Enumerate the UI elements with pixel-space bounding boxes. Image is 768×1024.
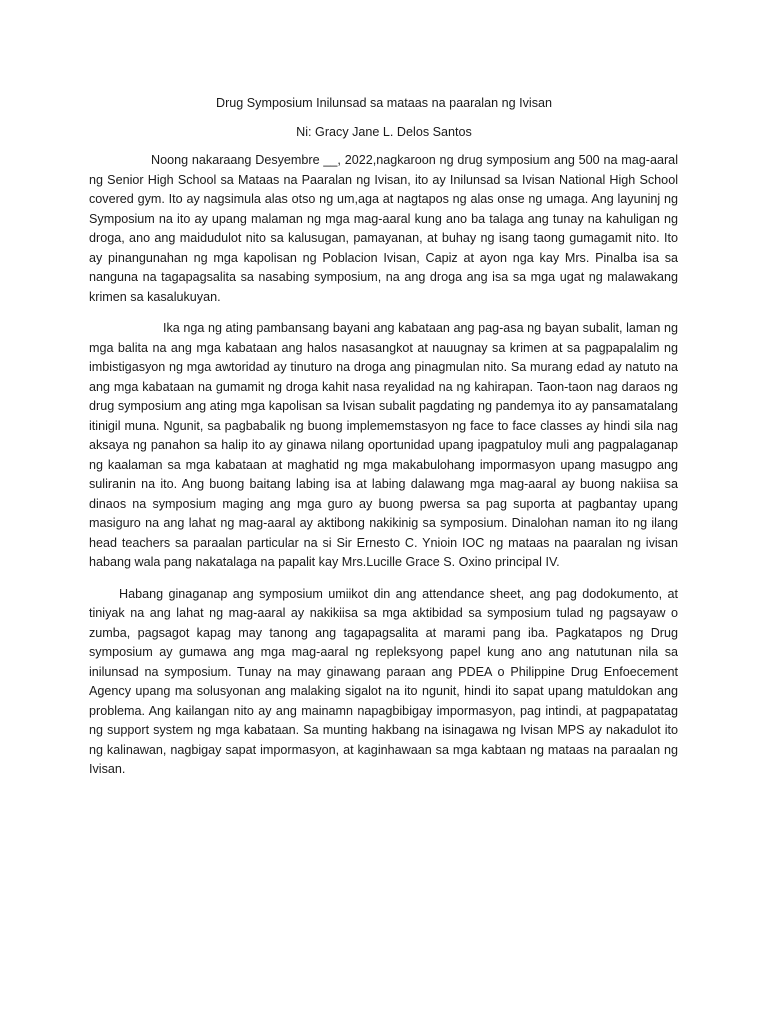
paragraph-3: Habang ginaganap ang symposium umiikot din ang attendance sheet, ang pag dodokumento, at tiniyak na ang lahat ng mag-aaral ay nakikiisa sa mga aktibidad sa symposium tulad ng pagsayaw o zumba, pagsagot kapag may tanong ang tagapagsalita at marami pang iba. Pagkatapos ng Drug symposium ay gumawa ang mga mag-aaral ng repleksyong papel kung ano ang natutunan nila sa inilunsad na symposium. Tunay na may ginawang paraan ang PDEA o Philippine Drug Enfoecement Agency upang ma solusyonan ang malaking sigalot na ito ngunit, hindi ito sapat upang matuldokan ang problema. Ang kailangan nito ay ang mainamn napagbibigay impormasyon, pag intindi, at pagpapatatag ng support system ng mga kabataan. Sa munting hakbang na isinagawa ng Ivisan MPS ay nakadulot ito ng kalinawan, nagbigay sapat impormasyon, at kaginhawaan sa mga kabtaan ng mataas na paraalan ng Ivisan. — [89, 586, 678, 776]
article-body — [89, 151, 678, 780]
paragraph-1: Noong nakaraang Desyembre __, 2022,nagkaroon ng drug symposium ang 500 na mag-aaral ng Senior High School sa Mataas na Paaralan ng Ivisan, ito ay Inilunsad sa Ivisan National High School covered gym. Ito ay nagsimula alas otso ng um,aga at nagtapos ng alas onse ng umaga. Ang layuninj ng Symposium na ito ay upang malaman ng mga mag-aaral kung ano ba talaga ang tunay na kahuligan ng droga, ano ang maidudulot nito sa kalusugan, pamayanan, at buhay ng isang taong gumagamit nito. Ito ay pinangunahan ng mga kapolisan ng Poblacion Ivisan, Capiz at ayon nga kay Mrs. Pinalba isa sa nanguna na tagapagsalita sa nasabing symposium, na ang droga ang isa sa mga ugat ng malawakang krimen sa kasalukuyan. — [89, 153, 678, 304]
article-byline: Ni: Gracy Jane L. Delos Santos — [296, 125, 472, 139]
article-title: Drug Symposium Inilunsad sa mataas na paaralan ng Ivisan — [215, 96, 553, 110]
paragraph-2: Ika nga ng ating pambansang bayani ang kabataan ang pag-asa ng bayan subalit, laman ng mga balita na ang mga kabataan ang halos nasasangkot at nauugnay sa krimen at sa pagpapalalim ng imbistigasyon ng mga awtoridad ay tinuturo na droga ang pinagmulan nito. Sa murang edad ay natuto na ang mga kabataan na gumamit ng droga kahit nasa reyalidad na ng kahirapan. Taon-taon nag daraos ng drug symposium ang ating mga kapolisan sa Ivisan subalit pagdating ng pandemya ito ay pansamatalang itinigil muna. Ngunit, sa pagbabalik ng buong implememstasyon ng face to face classes ay hindi sila nag aksaya ng panahon sa halip ito ay ginawa nilang oportunidad upang ipagpatuloy muli ang pagpalaganap ng kaalaman sa mga kabataan at maghatid ng mga makabulohang impormasyon upang masugpo ang suliranin na ito. Ang buong baitang labing isa at labing dalawang mga mag-aaral ay buong nakiisa sa dinaos na symposium maging ang mga guro ay buong pwersa sa pag suporta at pagbantay upang masiguro na ang lahat ng mag-aaral ay aktibong nakikinig sa symposium. Dinalohan naman ito ng ilang head teachers sa paraalan particular na si Sir Ernesto C. Ynioin IOC ng mataas na paaralan ng ivisan habang wala pang nakatalaga na papalit kay Mrs.Lucille Grace S. Oxino principal IV. — [89, 321, 678, 569]
